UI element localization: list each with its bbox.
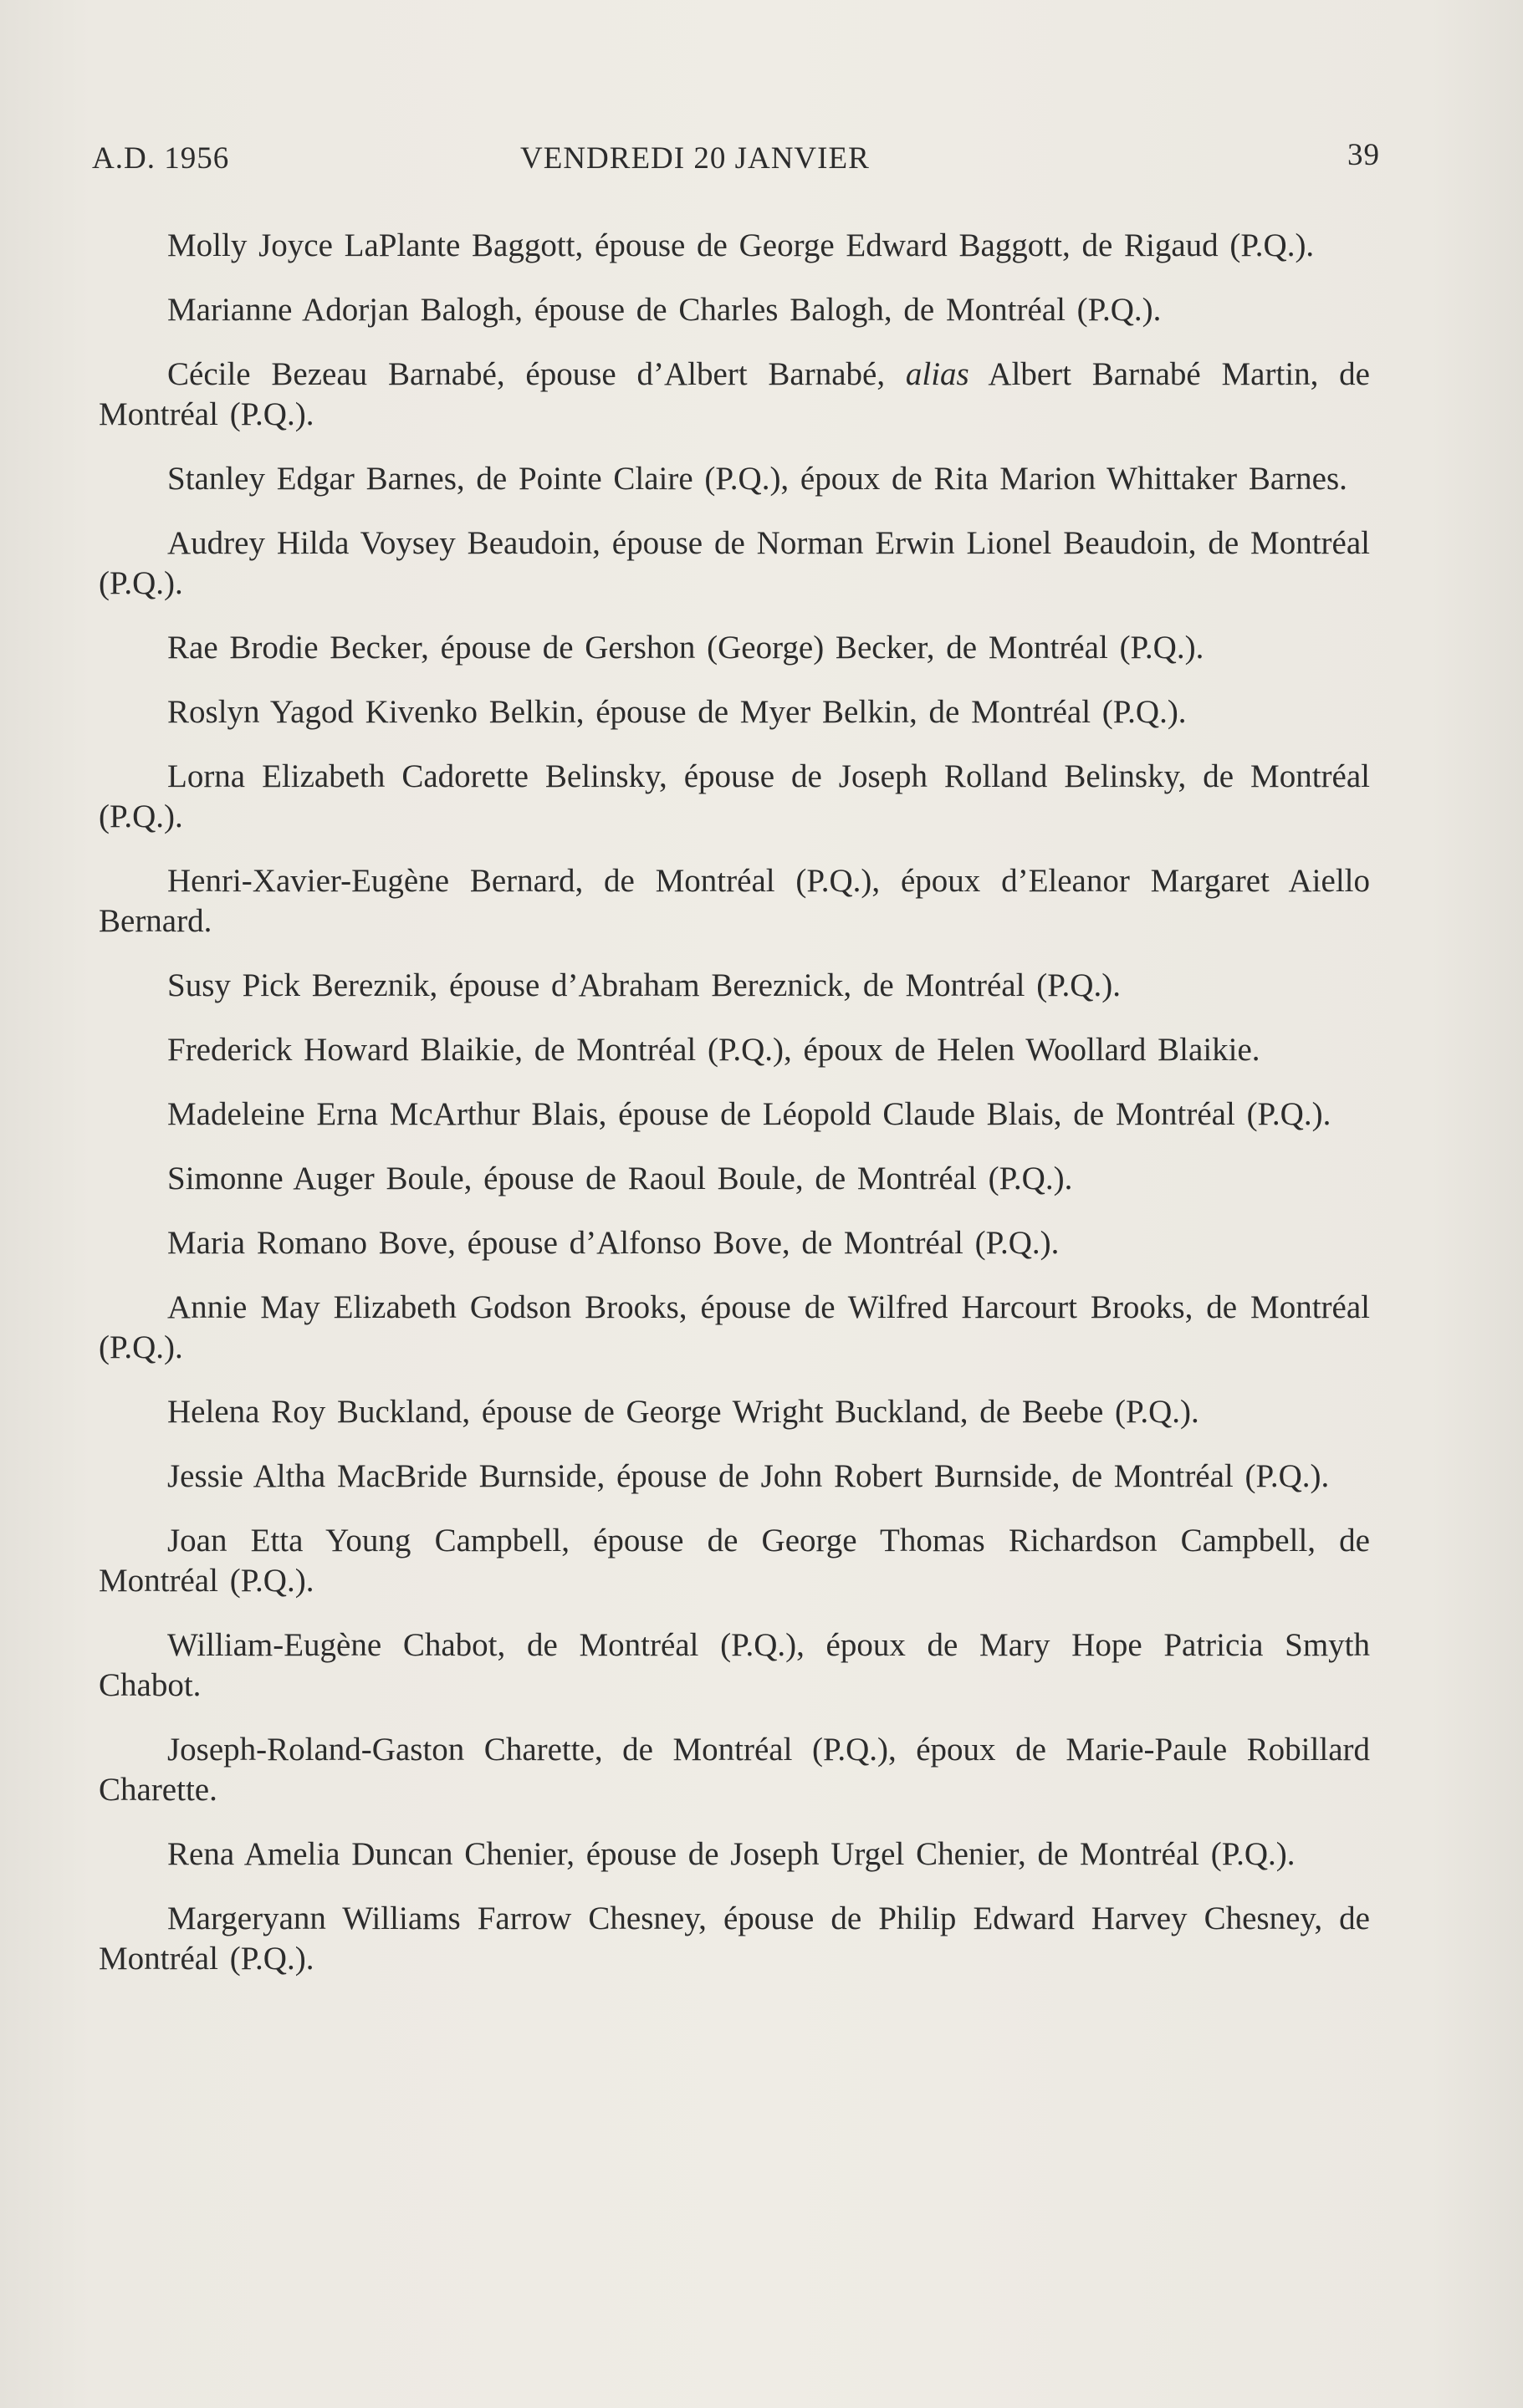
list-item: Annie May Elizabeth Godson Brooks, épouse de Wilfred Harcourt Brooks, de Montréal (P.Q.).	[99, 1289, 1370, 1365]
header-year: A.D. 1956	[92, 141, 230, 176]
list-item: Madeleine Erna McArthur Blais, épouse de Léopold Claude Blais, de Montréal (P.Q.).	[167, 1096, 1331, 1132]
list-item: Cécile Bezeau Barnabé, épouse d’Albert Barnabé, alias Albert Barnabé Martin, de Montréal (P.Q.).	[99, 356, 1370, 432]
list-item: Maria Romano Bove, épouse d’Alfonso Bove, de Montréal (P.Q.).	[167, 1225, 1060, 1261]
list-item: Susy Pick Bereznik, épouse d’Abraham Bereznick, de Montréal (P.Q.).	[167, 967, 1121, 1003]
list-item: Joan Etta Young Campbell, épouse de George Thomas Richardson Campbell, de Montréal (P.Q.).	[99, 1523, 1370, 1599]
list-item: Molly Joyce LaPlante Baggott, épouse de George Edward Baggott, de Rigaud (P.Q.).	[167, 227, 1315, 263]
list-item: Rae Brodie Becker, épouse de Gershon (George) Becker, de Montréal (P.Q.).	[167, 630, 1204, 666]
list-item: Frederick Howard Blaikie, de Montréal (P.Q.), époux de Helen Woollard Blaikie.	[167, 1032, 1260, 1068]
list-item: William-Eugène Chabot, de Montréal (P.Q.), époux de Mary Hope Patricia Smyth Chabot.	[99, 1627, 1370, 1703]
page-number: 39	[1347, 138, 1380, 172]
list-item: Marianne Adorjan Balogh, épouse de Charles Balogh, de Montréal (P.Q.).	[167, 292, 1162, 328]
list-item: Lorna Elizabeth Cadorette Belinsky, épouse de Joseph Rolland Belinsky, de Montréal (P.Q.).	[99, 758, 1370, 834]
list-item: Audrey Hilda Voysey Beaudoin, épouse de Norman Erwin Lionel Beaudoin, de Montréal (P.Q.).	[99, 525, 1370, 601]
list-item: Helena Roy Buckland, épouse de George Wright Buckland, de Beebe (P.Q.).	[167, 1394, 1199, 1430]
list-item: Margeryann Williams Farrow Chesney, épouse de Philip Edward Harvey Chesney, de Montréal (P.Q.).	[99, 1900, 1370, 1977]
italic-word: alias	[905, 356, 969, 392]
list-item: Joseph-Roland-Gaston Charette, de Montréal (P.Q.), époux de Marie-Paule Robillard Charette.	[99, 1732, 1370, 1808]
header-date: VENDREDI 20 JANVIER	[520, 141, 870, 176]
list-item: Stanley Edgar Barnes, de Pointe Claire (P.Q.), époux de Rita Marion Whittaker Barnes.	[167, 461, 1347, 497]
list-item: Jessie Altha MacBride Burnside, épouse de John Robert Burnside, de Montréal (P.Q.).	[167, 1458, 1330, 1494]
list-item: Simonne Auger Boule, épouse de Raoul Boule, de Montréal (P.Q.).	[167, 1161, 1073, 1196]
page-header	[92, 140, 1380, 182]
list-item: Roslyn Yagod Kivenko Belkin, épouse de Myer Belkin, de Montréal (P.Q.).	[167, 694, 1187, 730]
list-item: Henri-Xavier-Eugène Bernard, de Montréal (P.Q.), époux d’Eleanor Margaret Aiello Bernard.	[99, 863, 1370, 939]
list-item: Rena Amelia Duncan Chenier, épouse de Joseph Urgel Chenier, de Montréal (P.Q.).	[167, 1836, 1296, 1872]
entry-list	[99, 226, 1370, 2003]
